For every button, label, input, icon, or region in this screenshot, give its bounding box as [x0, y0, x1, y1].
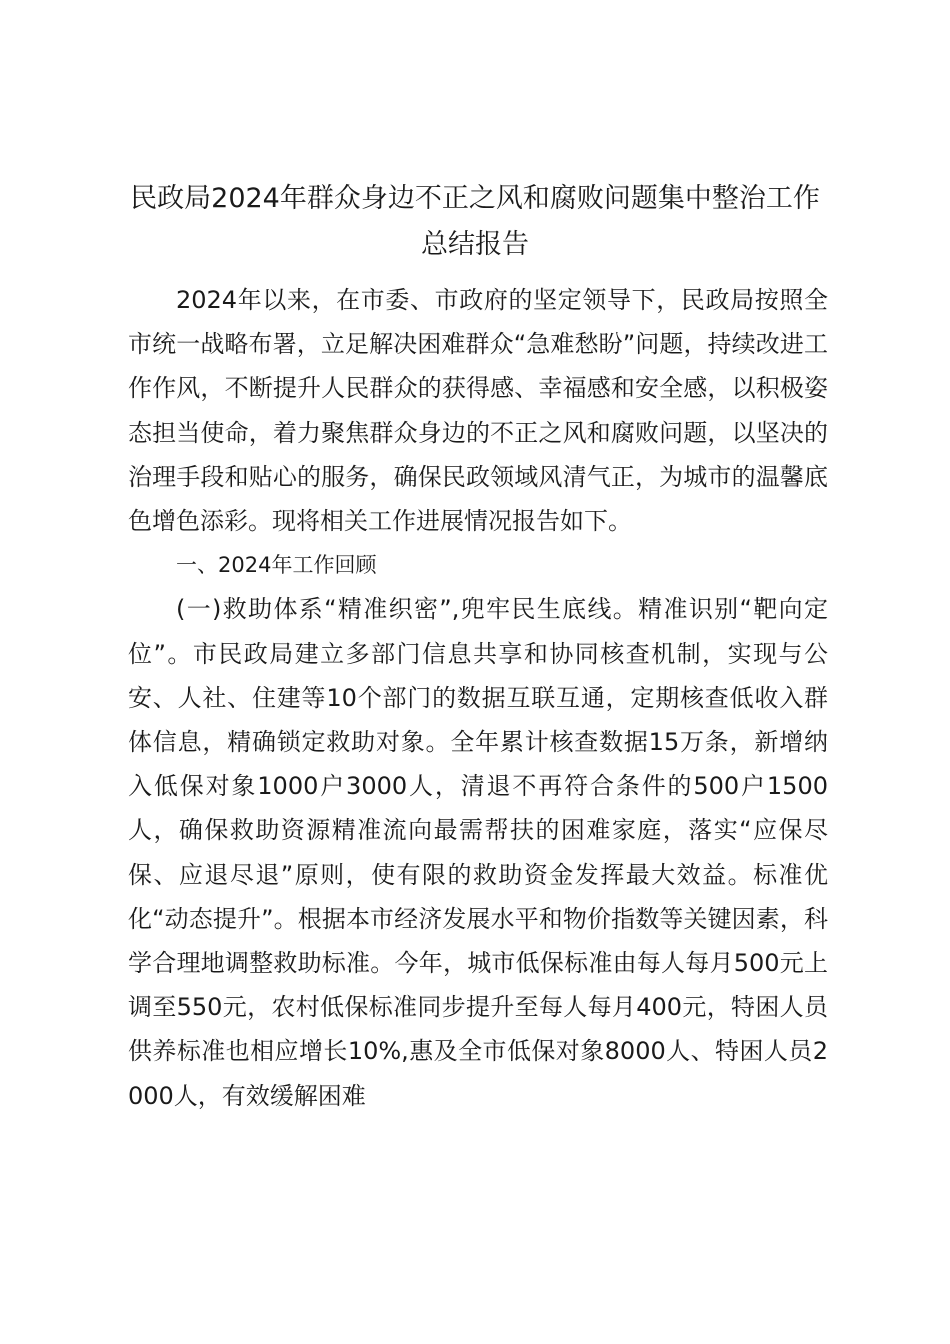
document-body: [128, 278, 828, 1118]
intro-paragraph: 2024年以来，在市委、市政府的坚定领导下，民政局按照全市统一战略布署，立足解决困难群众“急难愁盼”问题，持续改进工作作风，不断提升人民群众的获得感、幸福感和安全感，以积极姿态担当使命，着力聚焦群众身边的不正之风和腐败问题，以坚决的治理手段和贴心的服务，确保民政领域风清气正，为城市的温馨底色增色添彩。现将相关工作进展情况报告如下。: [128, 286, 828, 536]
section-heading: 一、2024年工作回顾: [176, 553, 377, 578]
document-title: 民政局2024年群众身边不正之风和腐败问题集中整治工作总结报告: [130, 183, 820, 260]
section-paragraph: (一)救助体系“精准织密”,兜牢民生底线。精准识别“靶向定位”。市民政局建立多部门信息共享和协同核查机制，实现与公安、人社、住建等10个部门的数据互联互通，定期核查低收入群体信息，精确锁定救助对象。全年累计核查数据15万条，新增纳入低保对象1000户3000人，清退不再符合条件的500户1500人，确保救助资源精准流向最需帮扶的困难家庭，落实“应保尽保、应退尽退”原则，使有限的救助资金发挥最大效益。标准优化“动态提升”。根据本市经济发展水平和物价指数等关键因素，科学合理地调整救助标准。今年，城市低保标准由每人每月500元上调至550元，农村低保标准同步提升至每人每月400元，特困人员供养标准也相应增长10%,惠及全市低保对象8000人、特困人员2000人，有效缓解困难: [128, 595, 828, 1110]
